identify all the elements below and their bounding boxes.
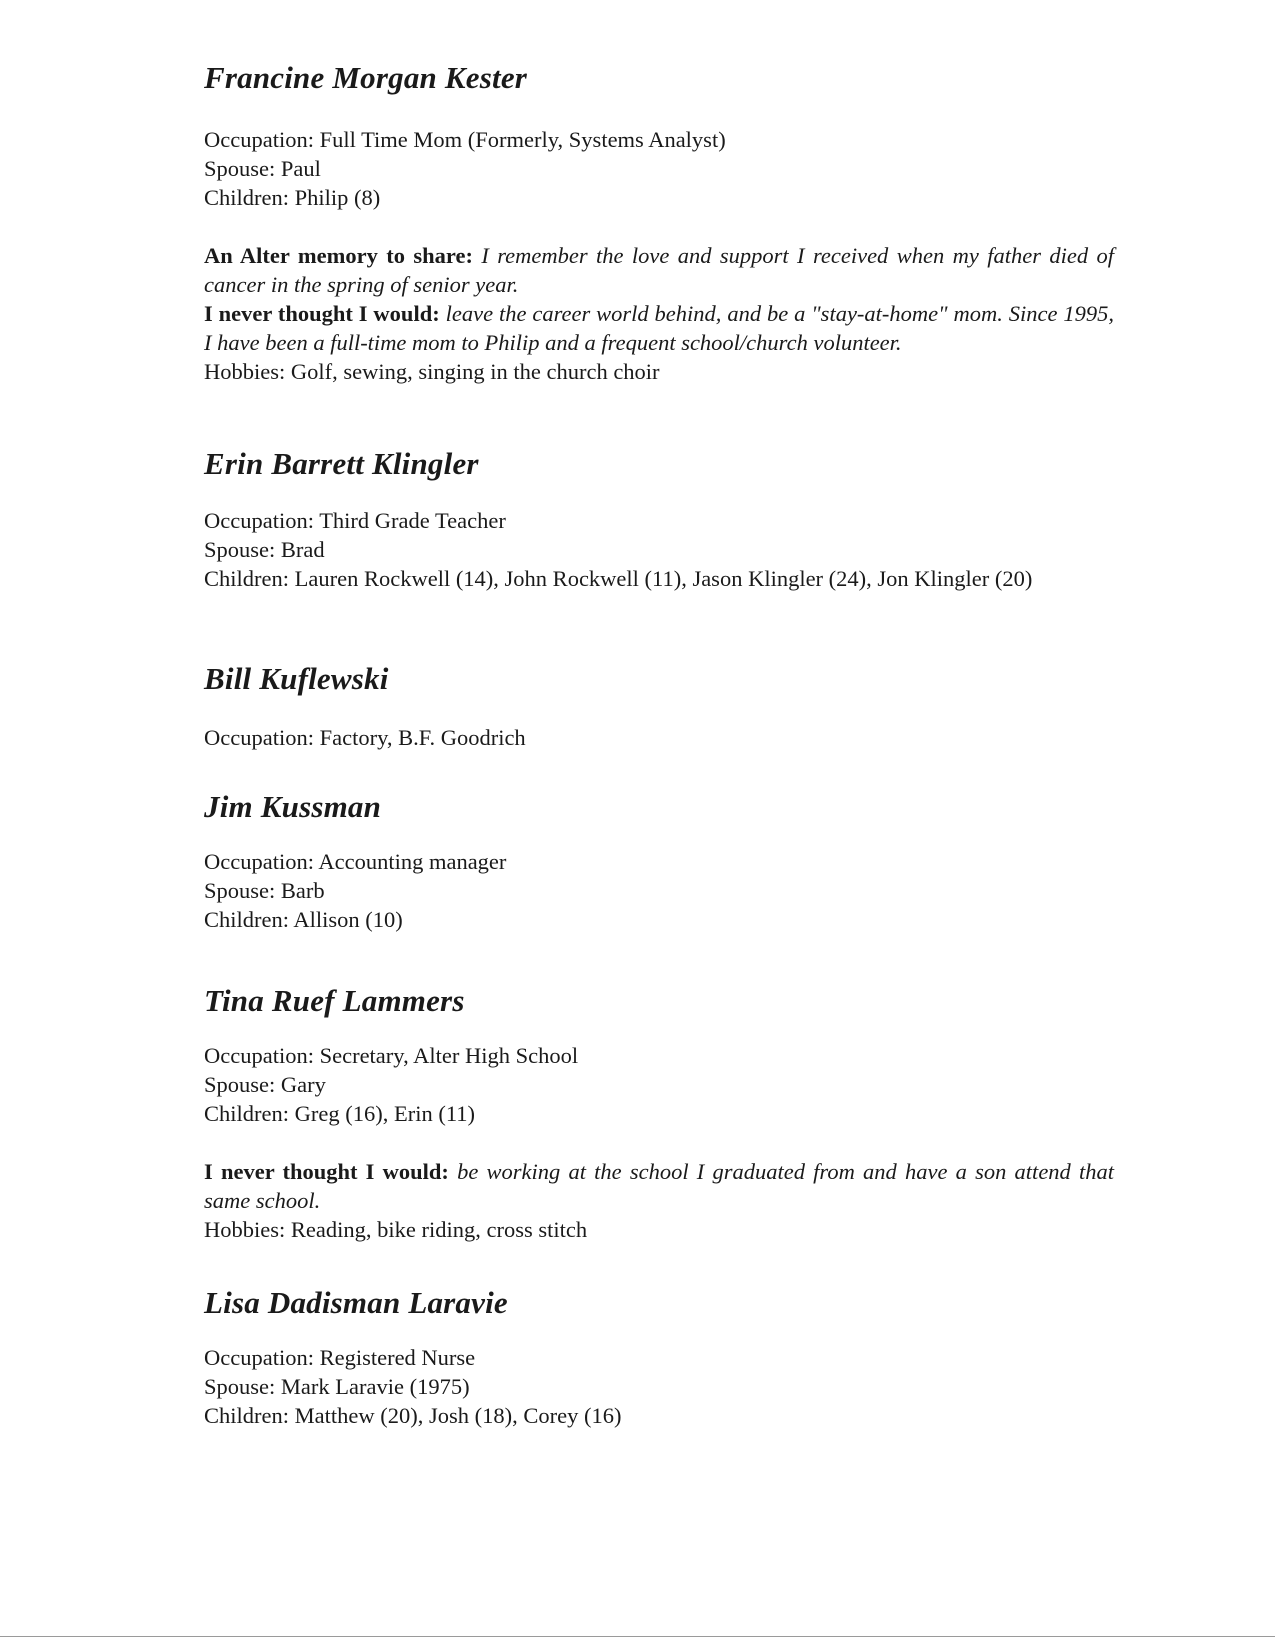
spouse-value: Gary	[280, 1072, 326, 1097]
spouse-label: Spouse:	[204, 1072, 276, 1097]
children-label: Children:	[204, 185, 289, 210]
occupation-line	[204, 125, 1114, 154]
occupation-line	[204, 1343, 1114, 1372]
children-label: Children:	[204, 907, 289, 932]
never-thought-paragraph	[204, 1157, 1114, 1215]
occupation-line	[204, 723, 1114, 752]
children-value: Allison (10)	[293, 907, 403, 932]
hobbies-line	[204, 357, 1114, 386]
never-thought-text: leave the career world behind, and be a "stay-at-home" mom. Since 1995, I have been a full-time mom to Philip and a frequent school/church volunteer.	[204, 301, 1115, 355]
children-line	[204, 564, 1114, 593]
children-label: Children:	[204, 1101, 289, 1126]
profile-name: Erin Barrett Klingler	[204, 446, 479, 481]
children-value: Greg (16), Erin (11)	[294, 1101, 475, 1126]
never-thought-text: be working at the school I graduated from and have a son attend that same school.	[204, 1159, 1114, 1213]
occupation-label: Occupation:	[204, 127, 314, 152]
occupation-value: Accounting manager	[318, 849, 507, 874]
occupation-line	[204, 847, 1114, 876]
never-thought-label: I never thought I would:	[204, 301, 440, 326]
children-line	[204, 1099, 1114, 1128]
occupation-value: Registered Nurse	[319, 1345, 476, 1370]
spouse-line	[204, 1372, 1114, 1401]
spouse-value: Brad	[280, 537, 325, 562]
profile-name: Jim Kussman	[204, 789, 382, 824]
memory-label: An Alter memory to share:	[204, 243, 473, 268]
occupation-label: Occupation:	[204, 1345, 314, 1370]
hobbies-value: Reading, bike riding, cross stitch	[290, 1217, 588, 1242]
children-value: Matthew (20), Josh (18), Corey (16)	[294, 1403, 622, 1428]
profile-tina-lammers	[204, 983, 1114, 1244]
profile-name: Francine Morgan Kester	[204, 60, 528, 95]
spouse-value: Mark Laravie (1975)	[280, 1374, 470, 1399]
occupation-label: Occupation:	[204, 1043, 314, 1068]
profile-name: Tina Ruef Lammers	[204, 983, 465, 1018]
occupation-line	[204, 506, 1114, 535]
children-label: Children:	[204, 566, 289, 591]
spouse-line	[204, 154, 1114, 183]
children-line	[204, 905, 1114, 934]
hobbies-label: Hobbies:	[204, 359, 286, 384]
spouse-label: Spouse:	[204, 1374, 276, 1399]
memory-text: I remember the love and support I received when my father died of cancer in the spring of senior year.	[204, 243, 1114, 297]
spouse-value: Barb	[280, 878, 325, 903]
profile-name: Bill Kuflewski	[204, 661, 389, 696]
spouse-value: Paul	[280, 156, 321, 181]
occupation-line	[204, 1041, 1114, 1070]
children-value: Lauren Rockwell (14), John Rockwell (11), Jason Klingler (24), Jon Klingler (20)	[294, 566, 1033, 591]
spouse-line	[204, 535, 1114, 564]
spouse-label: Spouse:	[204, 156, 276, 181]
profile-jim-kussman	[204, 789, 1114, 934]
profile-erin-klingler	[204, 446, 1114, 593]
spouse-line	[204, 876, 1114, 905]
children-line	[204, 183, 1114, 212]
occupation-label: Occupation:	[204, 508, 314, 533]
profile-lisa-laravie	[204, 1285, 1114, 1430]
occupation-label: Occupation:	[204, 849, 314, 874]
page-bottom-edge	[0, 1636, 1275, 1637]
never-thought-label: I never thought I would:	[204, 1159, 449, 1184]
children-line	[204, 1401, 1114, 1430]
occupation-label: Occupation:	[204, 725, 314, 750]
occupation-value: Full Time Mom (Formerly, Systems Analyst)	[319, 127, 726, 152]
occupation-value: Factory, B.F. Goodrich	[319, 725, 526, 750]
children-label: Children:	[204, 1403, 289, 1428]
never-thought-paragraph	[204, 299, 1114, 357]
hobbies-line	[204, 1215, 1114, 1244]
hobbies-label: Hobbies:	[204, 1217, 286, 1242]
memory-paragraph	[204, 241, 1114, 299]
spouse-line	[204, 1070, 1114, 1099]
children-value: Philip (8)	[294, 185, 381, 210]
spouse-label: Spouse:	[204, 878, 276, 903]
profile-name: Lisa Dadisman Laravie	[204, 1285, 508, 1320]
occupation-value: Third Grade Teacher	[319, 508, 506, 533]
profile-francine-kester	[204, 60, 1114, 386]
spouse-label: Spouse:	[204, 537, 276, 562]
hobbies-value: Golf, sewing, singing in the church choir	[290, 359, 660, 384]
occupation-value: Secretary, Alter High School	[319, 1043, 579, 1068]
profile-bill-kuflewski	[204, 661, 1114, 752]
